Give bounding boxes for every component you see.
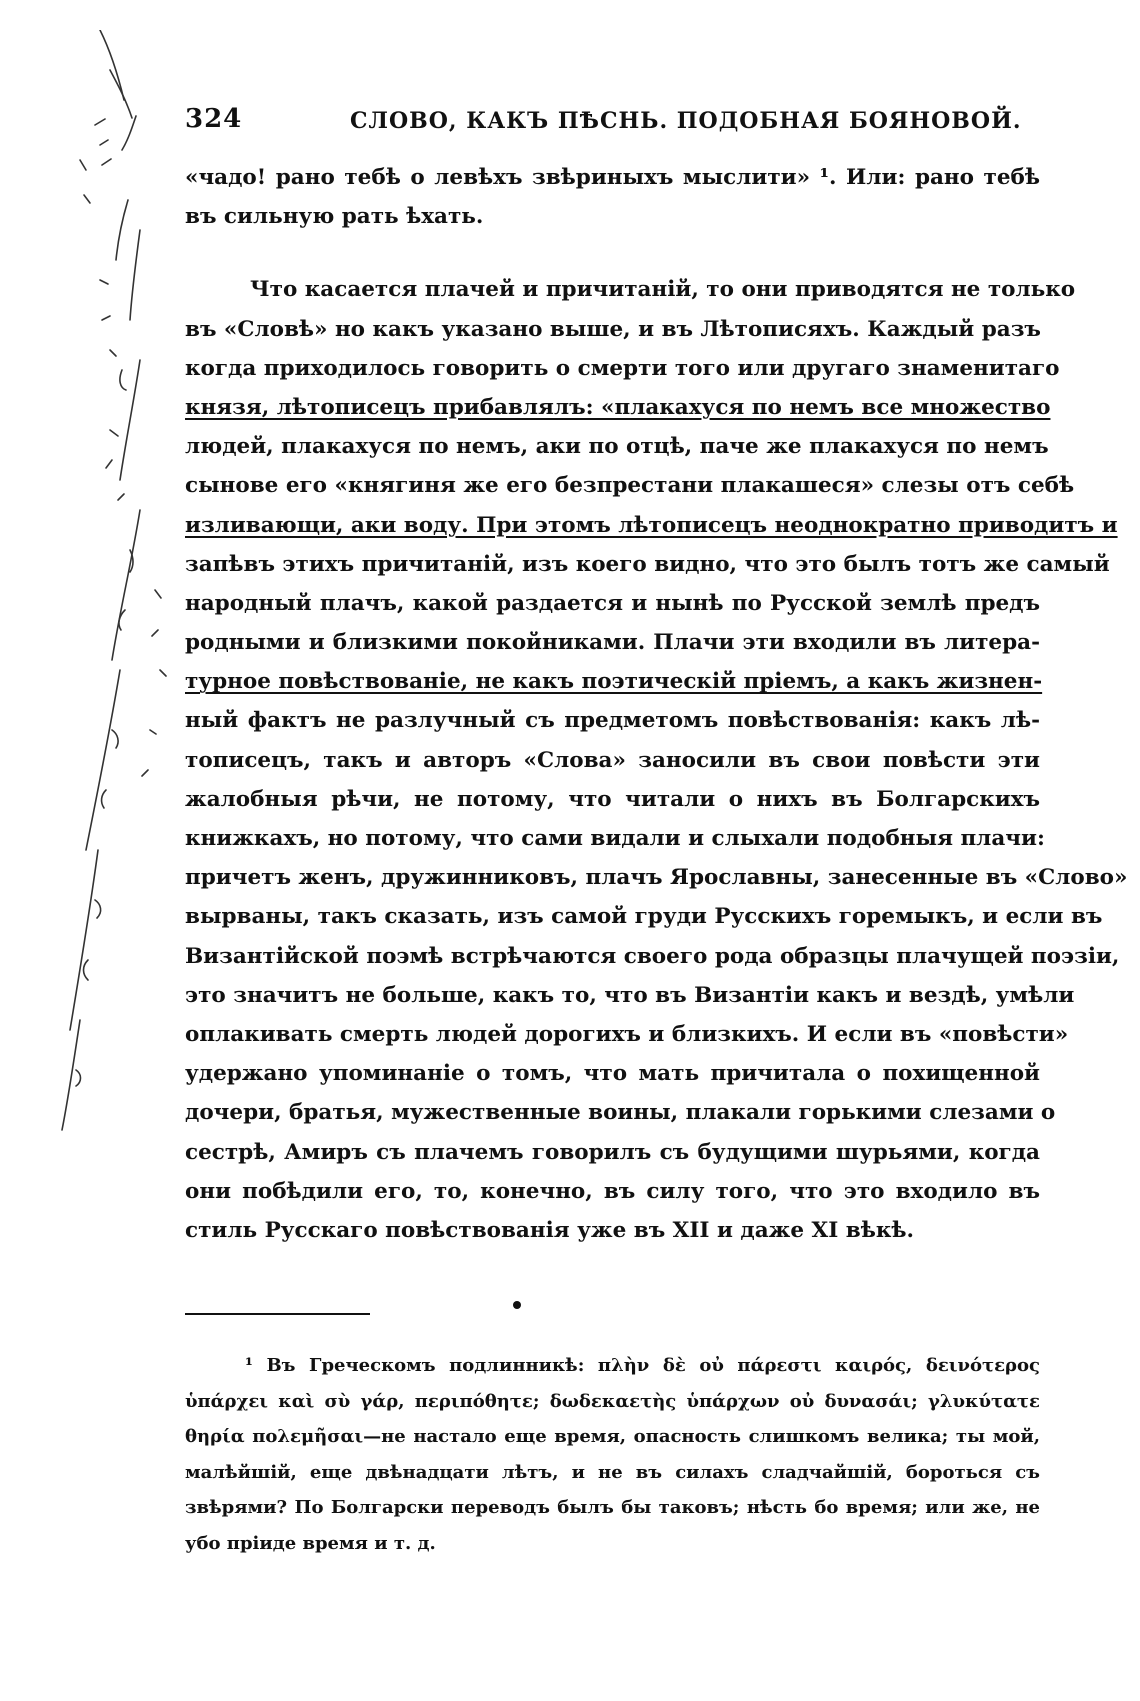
text-line: родными и близкими покойниками. Плачи эти входили въ литера- [185,630,1040,656]
text-line: Что касается плачей и причитаній, то они приводятся не только [250,277,1076,303]
main-text [185,158,1128,1250]
text-line: когда приходилось говорить о смерти того или другаго знаменитаго [185,355,1060,381]
footnote-line: ὑπάρχει καὶ σὺ γάρ, περιπόθητε; δωδεκαετὴς ὑπάρχων οὐ δυνασάι; γλυκύτατε [185,1390,1040,1412]
footnote-line: звѣрями? По Болгарски переводъ былъ бы таковъ; нѣсть бо время; или же, не [185,1497,1040,1518]
text-line: въ «Словѣ» но какъ указано выше, и въ Лѣтописяхъ. Каждый разъ [185,316,1041,342]
paragraph-gap [185,236,1040,270]
handwritten-margin-notes [40,30,180,1150]
text-line: оплакивать смерть людей дорогихъ и близкихъ. И если въ «повѣсти» [185,1021,1069,1047]
text-line: это значитъ не больше, какъ то, что въ Византіи какъ и вездѣ, умѣли [185,982,1075,1008]
text-line: книжкахъ, но потому, что сами видали и слыхали подобныя плачи: [185,826,1045,851]
text-line: жалобныя рѣчи, не потому, что читали о нихъ въ Болгарскихъ [185,786,1040,812]
text-line: сынове его «княгиня же его безпрестани плакашеся» слезы отъ себѣ [185,473,1075,499]
page-header [185,104,1045,144]
text-line: причетъ женъ, дружинниковъ, плачъ Ярославны, занесенные въ «Слово» [185,865,1128,891]
text-line: народный плачъ, какой раздается и нынѣ по Русской землѣ предъ [185,590,1040,616]
text-line: тописецъ, такъ и авторъ «Слова» заносили въ свои повѣсти эти [185,747,1040,773]
text-line: стиль Русскаго повѣствованія уже въ XII и даже XI вѣкѣ. [185,1217,914,1243]
running-head: СЛОВО, КАКЪ ПѢСНЬ. ПОДОБНАЯ БОЯНОВОЙ. [350,108,1022,134]
footnote-divider [185,1313,370,1315]
text-line: ный фактъ не разлучный съ предметомъ повѣствованія: какъ лѣ- [185,708,1040,734]
footnote-line: ¹ Въ Греческомъ подлинникѣ: πλὴν δὲ οὐ πάρεστι καιρός, δεινότερος [245,1355,1040,1376]
text-line: князя, лѣтописецъ прибавлялъ: «плакахуся по немъ все множество [185,394,1051,420]
text-line: сестрѣ, Амиръ съ плачемъ говорилъ съ будущими шурьями, когда [185,1139,1040,1165]
text-line: турное повѣствованіе, не какъ поэтическій пріемъ, а какъ жизнен- [185,669,1043,695]
ink-dot [513,1301,521,1309]
text-line: «чадо! рано тебѣ о левѣхъ звѣриныхъ мыслити» ¹. Или: рано тебѣ [185,165,1040,190]
text-line: дочери, братья, мужественные воины, плакали горькими слезами о [185,1100,1056,1126]
page-number: 324 [185,104,243,134]
footnote-line: малѣйшій, еще двѣнадцати лѣтъ, и не въ силахъ сладчайшій, бороться съ [185,1461,1040,1483]
text-line: людей, плакахуся по немъ, аки по отцѣ, паче же плакахуся по немъ [185,434,1049,460]
text-line: запѣвъ этихъ причитаній, изъ коего видно, что это былъ тотъ же самый [185,551,1110,577]
text-line: Византійской поэмѣ встрѣчаются своего рода образцы плачущей поэзіи, [185,943,1120,969]
text-line: изливающи, аки воду. При этомъ лѣтописецъ неоднократно приводитъ и [185,512,1118,538]
footnote [185,1348,1040,1561]
footnote-line: θηρία πολεμῆσαι—не настало еще время, опасность слишкомъ велика; ты мой, [185,1426,1040,1447]
text-line: удержано упоминаніе о томъ, что мать причитала о похищенной [185,1061,1040,1087]
text-line: они побѣдили его, то, конечно, въ силу того, что это входило въ [185,1178,1040,1204]
footnote-line: убо пріиде время и т. д. [185,1532,436,1554]
text-line: въ сильную рать ѣхать. [185,204,484,230]
text-line: вырваны, такъ сказать, изъ самой груди Русскихъ горемыкъ, и если въ [185,904,1103,930]
